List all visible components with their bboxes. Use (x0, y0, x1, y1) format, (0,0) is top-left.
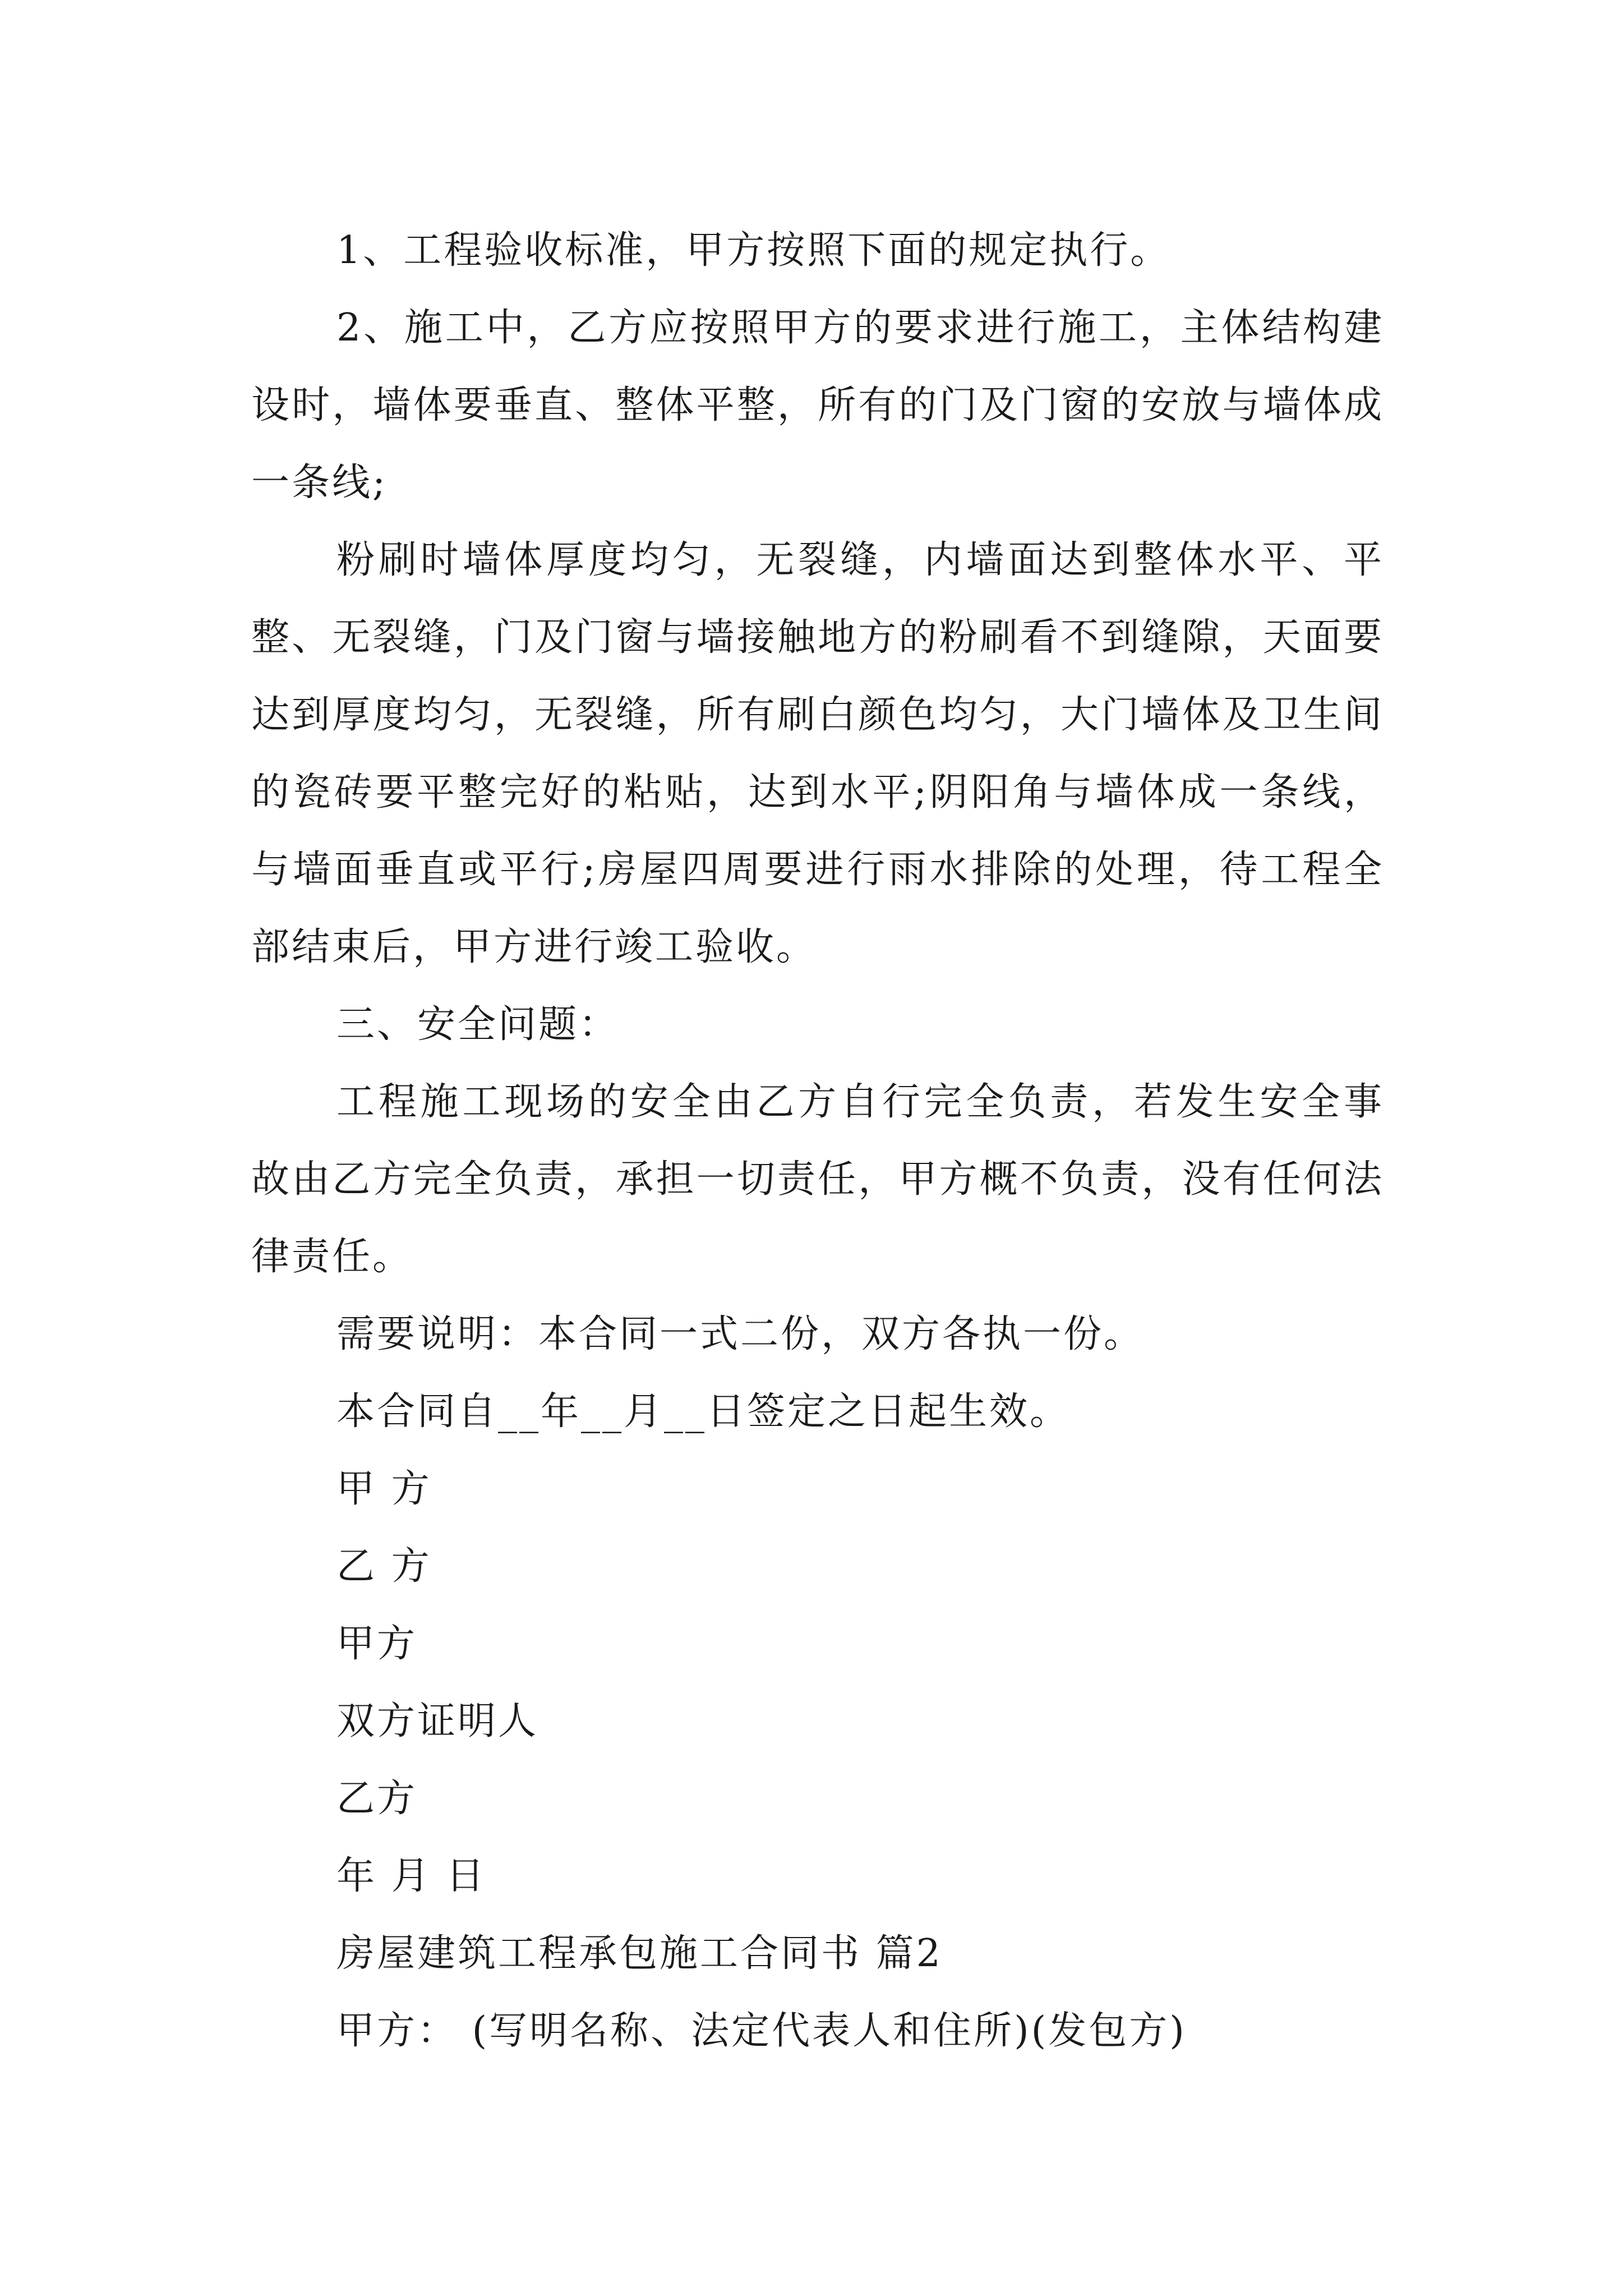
signature-party-b-label: 乙 方 (336, 1544, 432, 1589)
note-copies: 需要说明：本合同一式二份，双方各执一份。 (336, 1312, 1145, 1356)
next-contract-party-a: 甲方： (写明名称、法定代表人和住所)(发包方) (336, 2009, 1187, 2053)
effective-date-line: 本合同自__年__月__日签定之日起生效。 (336, 1389, 1071, 1434)
document-body (251, 212, 1384, 2070)
signature-party-a-label: 甲 方 (336, 1467, 432, 1511)
clause-construction-requirements: 2、施工中，乙方应按照甲方的要求进行施工，主体结构建设时，墙体要垂直、整体平整，所有的门及门窗的安放与墙体成一条线; (251, 306, 1384, 505)
clause-plastering-requirements: 粉刷时墙体厚度均匀，无裂缝，内墙面达到整体水平、平整、无裂缝，门及门窗与墙接触地方的粉刷看不到缝隙，天面要达到厚度均匀，无裂缝，所有刷白颜色均匀，大门墙体及卫生间的瓷砖要平整完好的粘贴，达到水平;阴阳角与墙体成一条线，与墙面垂直或平行;房屋四周要进行雨水排除的处理，待工程全部结束后，甲方进行竣工验收。 (251, 538, 1384, 969)
signature-witness: 双方证明人 (336, 1699, 539, 1743)
clause-safety-responsibility: 工程施工现场的安全由乙方自行完全负责，若发生安全事故由乙方完全负责，承担一切责任，甲方概不负责，没有任何法律责任。 (251, 1080, 1384, 1279)
section-heading-safety: 三、安全问题： (336, 1002, 620, 1047)
clause-acceptance-standard: 1、工程验收标准，甲方按照下面的规定执行。 (336, 228, 1171, 273)
signature-party-a: 甲方 (336, 1622, 418, 1666)
signature-party-b: 乙方 (336, 1777, 418, 1821)
next-contract-title: 房屋建筑工程承包施工合同书 篇2 (336, 1931, 943, 1976)
signature-date: 年 月 日 (336, 1854, 487, 1898)
